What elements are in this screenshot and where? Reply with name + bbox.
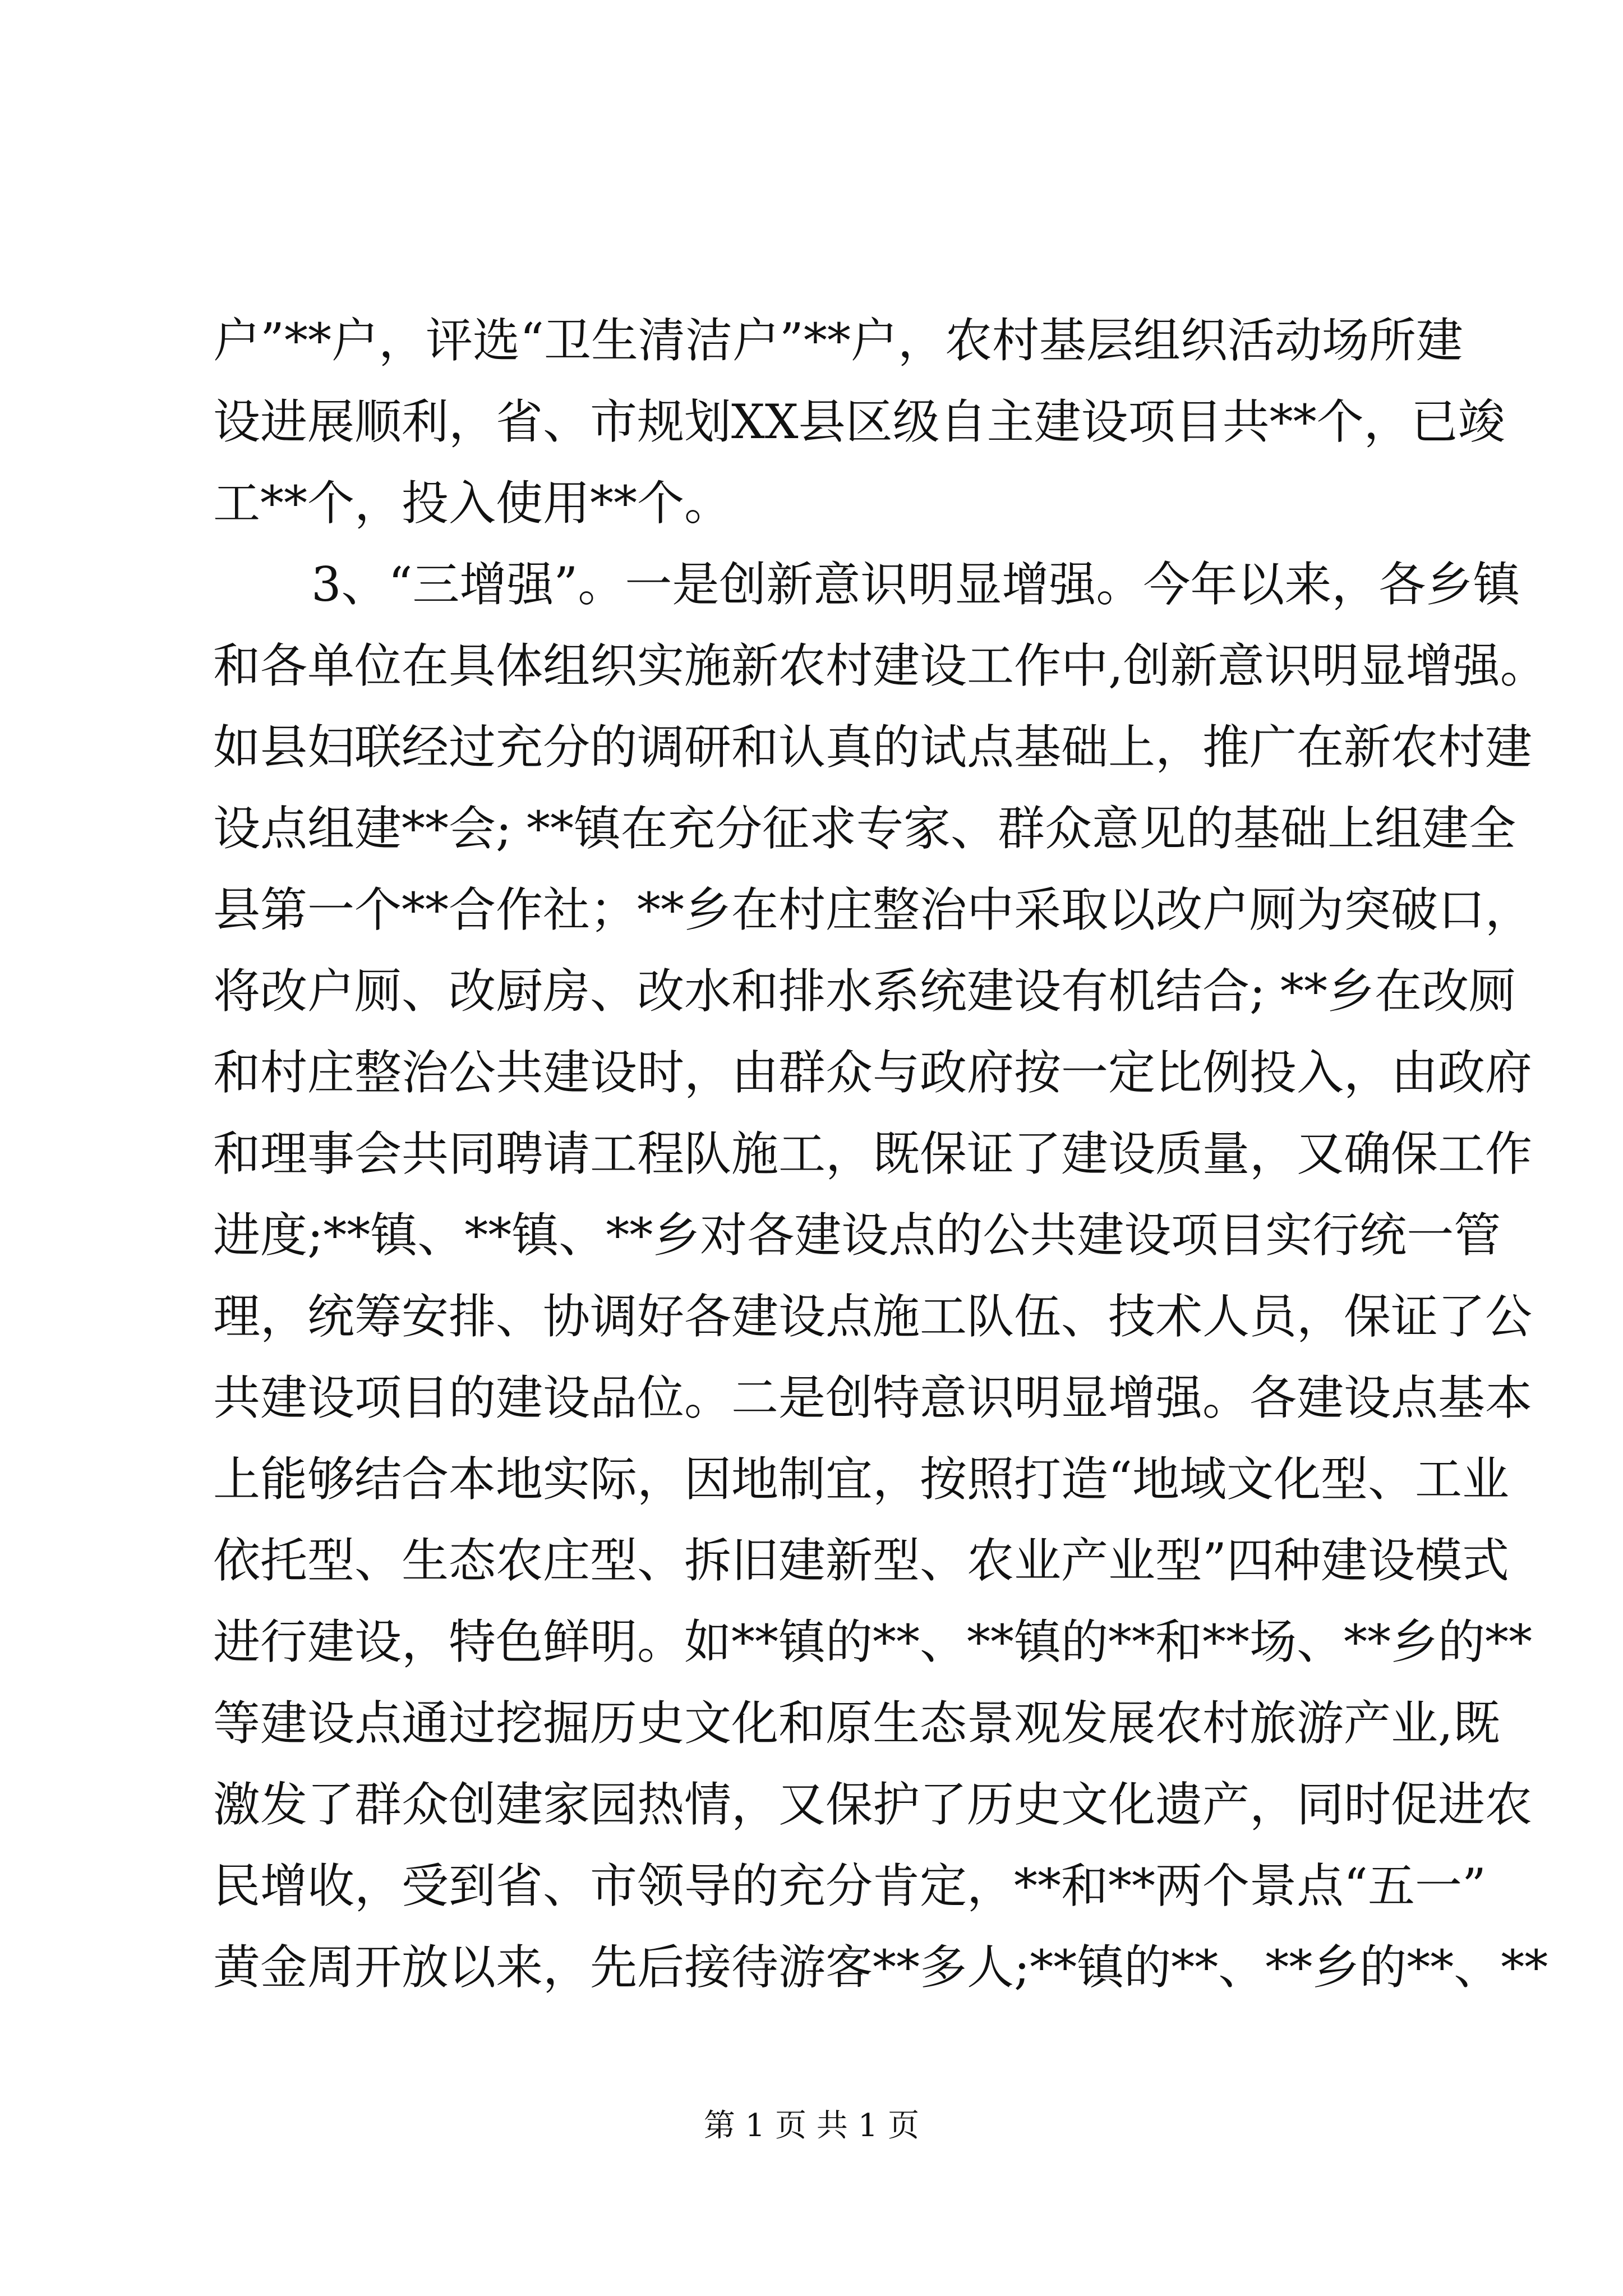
text-line: 如县妇联经过充分的调研和认真的试点基础上，推广在新农村建 — [213, 720, 1533, 775]
text-line: 进行建设，特色鲜明。如**镇的**、**镇的**和**场、**乡的** — [213, 1614, 1533, 1669]
text-line: 理，统筹安排、协调好各建设点施工队伍、技术人员，保证了公 — [213, 1289, 1533, 1344]
text-line: 上能够结合本地实际，因地制宜，按照打造“地域文化型、工业 — [213, 1452, 1509, 1507]
text-line: 县第一个**合作社；**乡在村庄整治中采取以改户厕为突破口， — [213, 882, 1533, 937]
text-line: 激发了群众创建家园热情，又保护了历史文化遗产，同时促进农 — [213, 1777, 1533, 1832]
paragraph-start-line: 3、“三增强”。一是创新意识明显增强。今年以来，各乡镇 — [311, 557, 1520, 612]
text-line: 和村庄整治公共建设时，由群众与政府按一定比例投入，由政府 — [213, 1045, 1533, 1100]
page-footer: 第 1 页 共 1 页 — [703, 2108, 920, 2144]
text-line: 工**个，投入使用**个。 — [213, 476, 732, 531]
text-line: 黄金周开放以来，先后接待游客**多人;**镇的**、**乡的**、** — [213, 1940, 1548, 1995]
text-line: 进度;**镇、**镇、**乡对各建设点的公共建设项目实行统一管 — [213, 1208, 1501, 1263]
text-line: 设进展顺利，省、市规划XX县区级自主建设项目共**个，已竣 — [213, 394, 1505, 449]
text-line: 设点组建**会; **镇在充分征求专家、群众意见的基础上组建全 — [213, 801, 1516, 856]
text-line: 等建设点通过挖掘历史文化和原生态景观发展农村旅游产业,既 — [213, 1696, 1500, 1751]
text-line: 和理事会共同聘请工程队施工，既保证了建设质量，又确保工作 — [213, 1126, 1533, 1181]
text-line: 民增收，受到省、市领导的充分肯定，**和**两个景点“五一” — [213, 1858, 1486, 1913]
text-line: 户”**户，评选“卫生清洁户”**户，农村基层组织活动场所建 — [213, 313, 1463, 368]
text-line: 和各单位在具体组织实施新农村建设工作中,创新意识明显增强。 — [213, 638, 1547, 693]
text-line: 共建设项目的建设品位。二是创特意识明显增强。各建设点基本 — [213, 1370, 1533, 1425]
text-line: 依托型、生态农庄型、拆旧建新型、农业产业型”四种建设模式 — [213, 1533, 1509, 1588]
text-line: 将改户厕、改厨房、改水和排水系统建设有机结合; **乡在改厕 — [213, 964, 1516, 1019]
